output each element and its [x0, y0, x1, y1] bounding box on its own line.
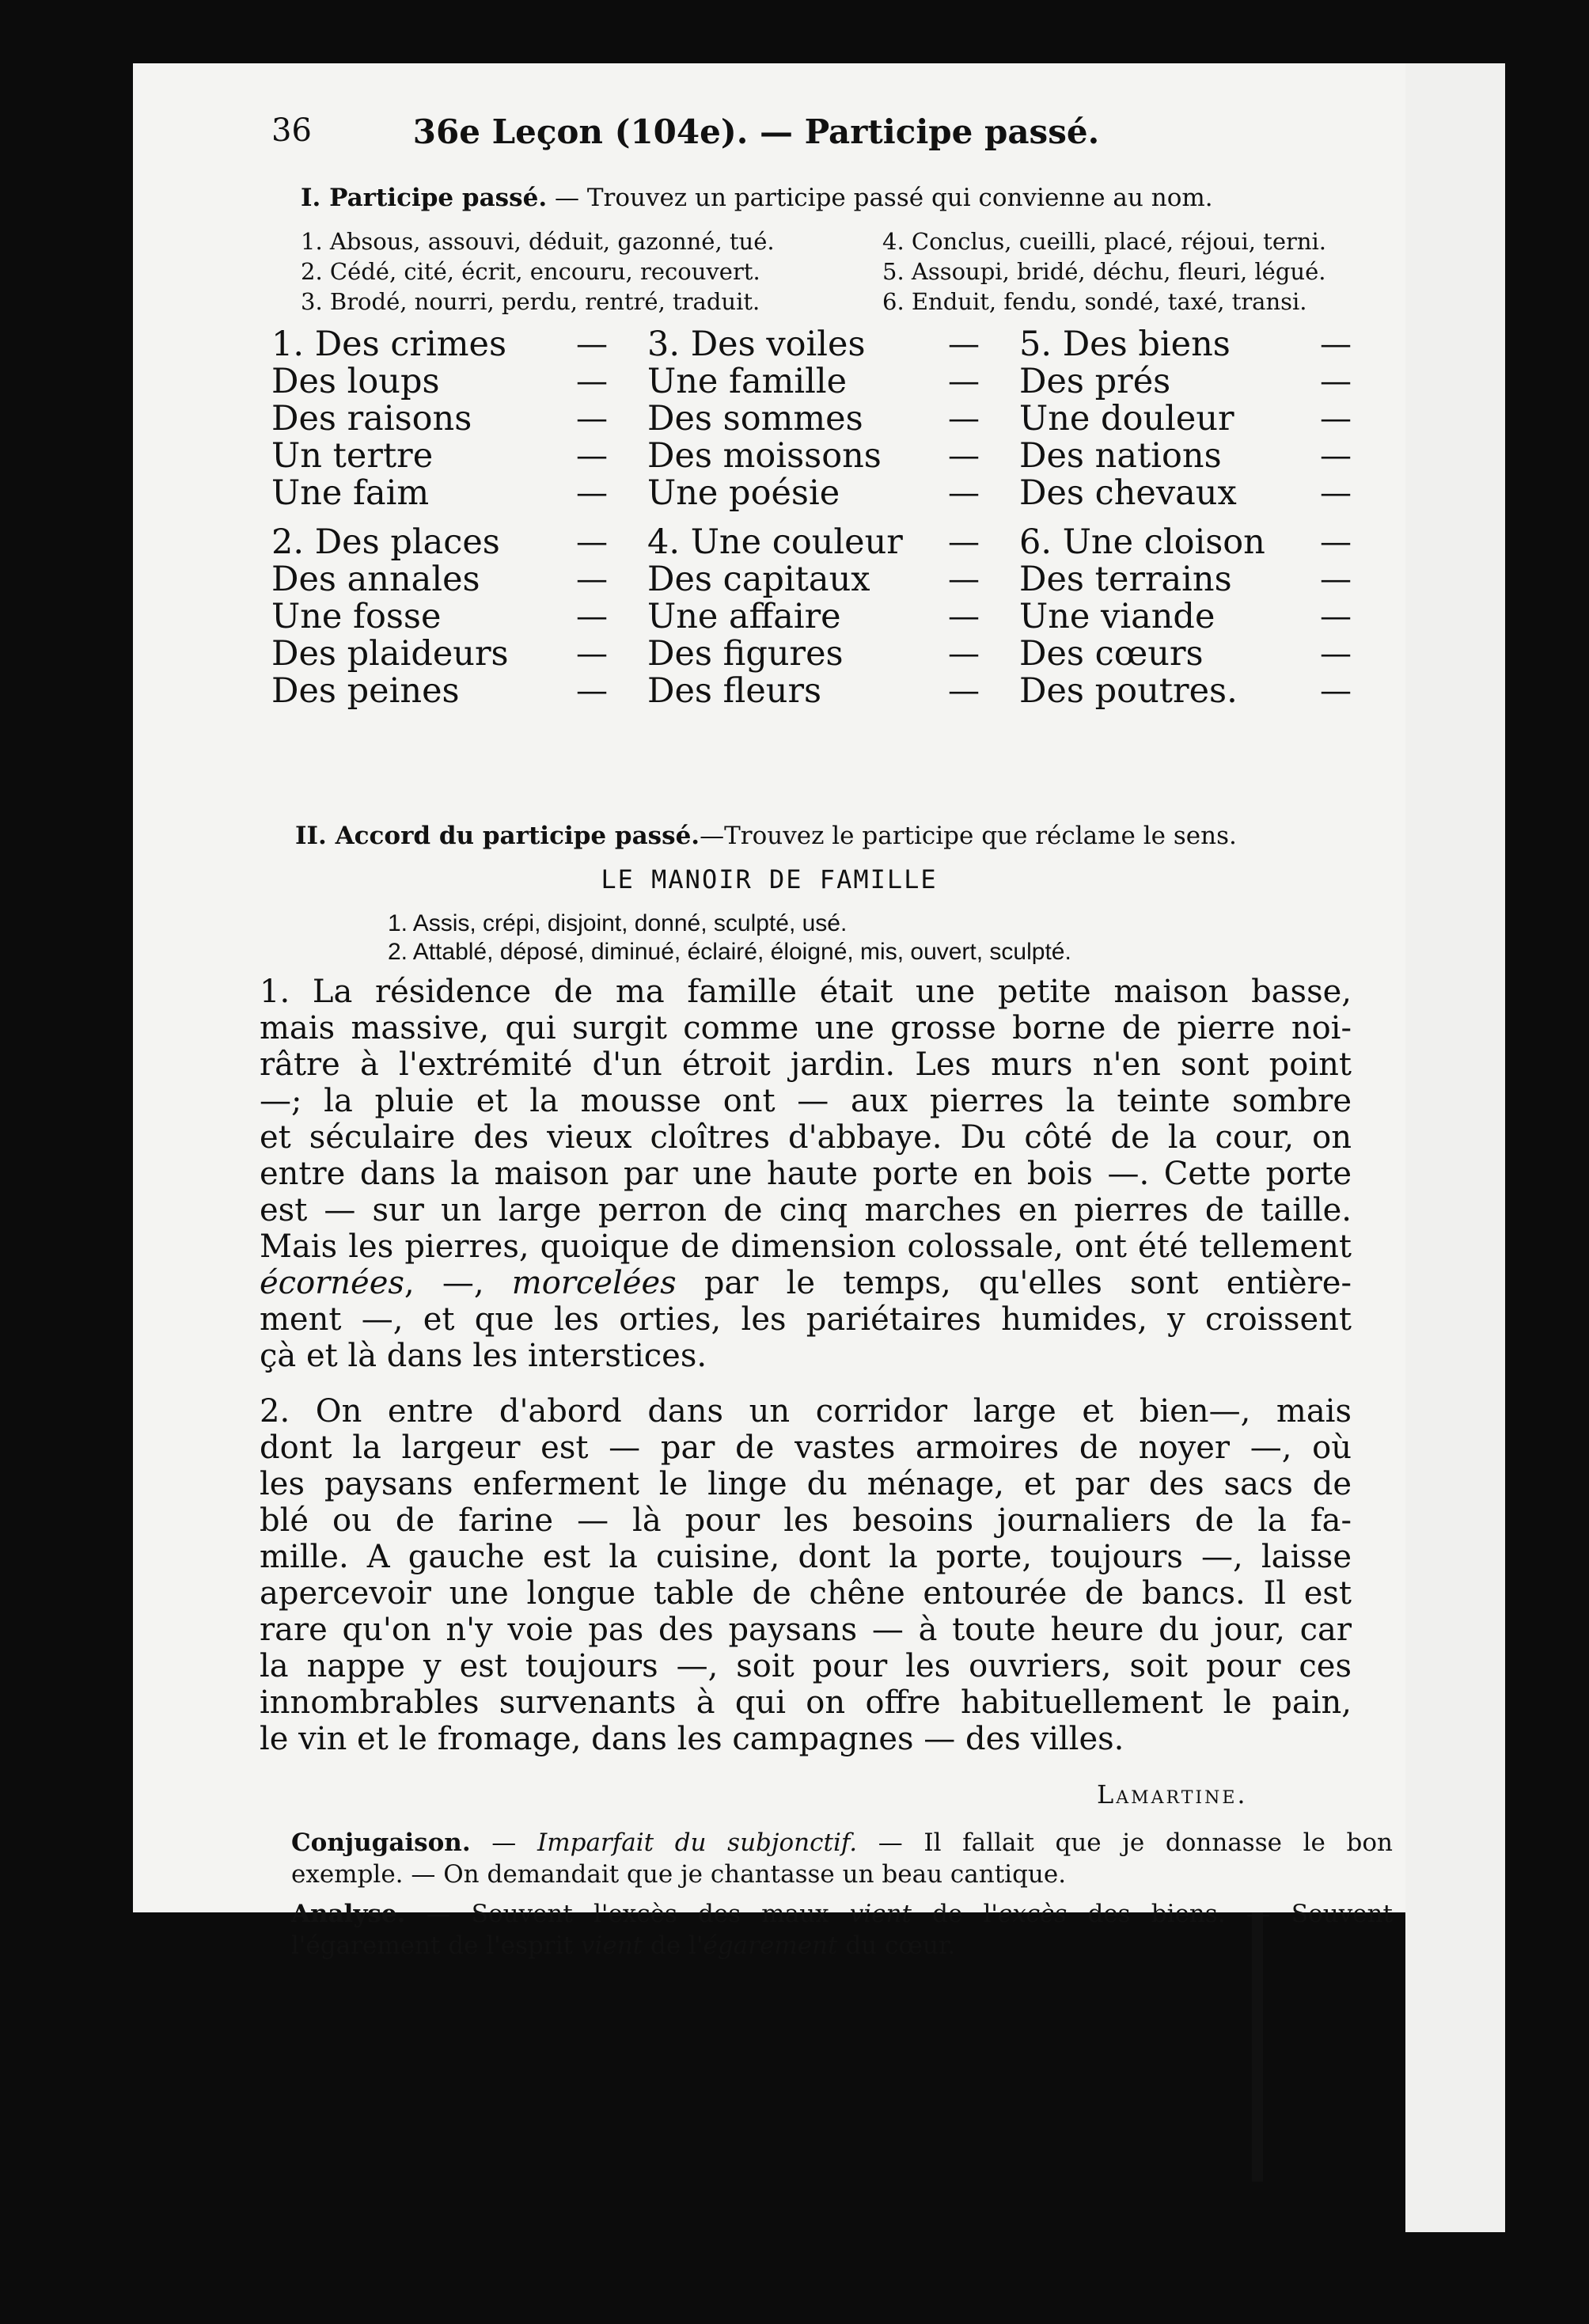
noun-item: Des terrains [1019, 560, 1232, 599]
analyse-label: Analyse. [291, 1900, 406, 1928]
noun-item: Des fleurs [647, 671, 822, 711]
noun-item: Un tertre [271, 436, 434, 476]
participle-word-lists [301, 226, 1424, 317]
text-line: 2. On entre d'abord dans un corridor large et bien—, mais [260, 1393, 1352, 1430]
blank-dash: — [948, 363, 980, 400]
word-list: 1. Absous, assouvi, déduit, gazonné, tué. [301, 228, 775, 255]
text-line: est — sur un large perron de cinq marches en pierres de taille. [260, 1192, 1352, 1228]
blank-dash: — [948, 673, 980, 709]
noun-item: Une famille [647, 362, 848, 401]
noun-item: 4. Une couleur [647, 522, 903, 562]
text-line: mille. A gauche est la cuisine, dont la porte, toujours —, laisse [260, 1539, 1352, 1575]
blank-dash: — [1320, 363, 1352, 400]
blank-dash: — [576, 401, 608, 437]
noun-item: Des prés [1019, 362, 1171, 401]
blank-dash: — [576, 326, 608, 363]
noun-item: Des figures [647, 634, 844, 674]
text-line: blé ou de farine — là pour les besoins journaliers de la fa- [260, 1502, 1352, 1539]
text-line: 1. La résidence de ma famille était une petite maison basse, [260, 974, 1352, 1010]
noun-item: Des capitaux [647, 560, 870, 599]
text-line: innombrables survenants à qui on offre habituellement le pain, [260, 1684, 1352, 1721]
word-list: 6. Enduit, fendu, sondé, taxé, transi. [882, 288, 1307, 315]
analyse-exercise: Analyse. — Souvent l'excès des maux vient de l'excès des biens. — Souvent l'égarement de l'esprit vient de l'égarement du cœur. [291, 1900, 1393, 1960]
text-line: mais massive, qui surgit comme une grosse borne de pierre noi- [260, 1010, 1352, 1046]
section-2-heading-bold: II. Accord du participe passé. [295, 822, 700, 850]
blank-dash: — [1320, 401, 1352, 437]
section-2-heading [295, 822, 1387, 850]
text-line: les paysans enferment le linge du ménage, et par des sacs de [260, 1466, 1352, 1502]
section-1-heading-bold: I. Participe passé. [301, 184, 548, 212]
noun-item: Une fosse [271, 597, 442, 636]
text-line: la nappe y est toujours —, soit pour les ouvriers, soit pour ces [260, 1648, 1352, 1684]
adjacent-page-edge [1405, 63, 1505, 2232]
conjugaison-label: Conjugaison. [291, 1828, 471, 1857]
noun-item: Des plaideurs [271, 634, 509, 674]
noun-item: Des moissons [647, 436, 882, 476]
blank-dash: — [1320, 636, 1352, 672]
blank-dash: — [948, 524, 980, 560]
noun-item: 2. Des places [271, 522, 500, 562]
page-title: 36e Leçon (104e). — Participe passé. [412, 112, 1100, 151]
noun-item: 6. Une cloison [1019, 522, 1265, 562]
noun-item: Des peines [271, 671, 460, 711]
book-page [133, 63, 1405, 1960]
story-title: LE MANOIR DE FAMILLE [601, 864, 938, 894]
noun-item: 1. Des crimes [271, 325, 507, 364]
paragraph-2 [260, 1393, 1352, 1757]
participle-list-1: 1. Assis, crépi, disjoint, donné, sculpté, usé. [388, 910, 848, 936]
text-line: râtre à l'extrémité d'un étroit jardin. Les murs n'en sont point [260, 1046, 1352, 1083]
text-line: dont la largeur est — par de vastes armoires de noyer —, où [260, 1430, 1352, 1466]
word-list-row [301, 256, 1424, 287]
blank-dash: — [576, 636, 608, 672]
blank-dash: — [948, 401, 980, 437]
word-list: 2. Cédé, cité, écrit, encouru, recouvert. [301, 258, 760, 285]
word-list: 4. Conclus, cueilli, placé, réjoui, terni. [882, 228, 1327, 255]
word-list-row [301, 226, 1424, 256]
text-line: le vin et le fromage, dans les campagnes — des villes. [260, 1721, 1124, 1757]
noun-item: Une douleur [1019, 399, 1234, 439]
blank-dash: — [1320, 673, 1352, 709]
noun-item: Des poutres. [1019, 671, 1238, 711]
blank-dash: — [1320, 598, 1352, 635]
blank-dash: — [576, 598, 608, 635]
blank-dash: — [576, 438, 608, 474]
blank-dash: — [576, 524, 608, 560]
noun-item: Des sommes [647, 399, 863, 439]
noun-item: Une faim [271, 473, 430, 513]
text-line: ment —, et que les orties, les pariétaires humides, y croissent [260, 1301, 1352, 1338]
running-header [271, 112, 1241, 168]
conjugaison-exercise: Conjugaison. — Imparfait du subjonctif. — Il fallait que je donnasse le bon exemple. — On demandait que je chantasse un beau cantique. [291, 1828, 1393, 1889]
section-1-instruction: — Trouvez un participe passé qui convienne au nom. [547, 184, 1213, 212]
text-line: apercevoir une longue table de chêne entourée de bancs. Il est [260, 1575, 1352, 1612]
blank-dash: — [576, 673, 608, 709]
noun-item: 5. Des biens [1019, 325, 1231, 364]
noun-item: Des annales [271, 560, 480, 599]
participle-list-2: 2. Attablé, déposé, diminué, éclairé, éloigné, mis, ouvert, sculpté. [388, 939, 1071, 965]
noun-item: Des chevaux [1019, 473, 1237, 513]
noun-item: Des cœurs [1019, 634, 1204, 674]
word-list: 5. Assoupi, bridé, déchu, fleuri, légué. [882, 258, 1326, 285]
blank-dash: — [1320, 524, 1352, 560]
noun-item: 3. Des voiles [647, 325, 866, 364]
section-1-heading [301, 184, 1393, 212]
noun-item: Des nations [1019, 436, 1222, 476]
text-line: entre dans la maison par une haute porte en bois —. Cette porte [260, 1156, 1352, 1192]
blank-dash: — [1320, 326, 1352, 363]
noun-item: Des loups [271, 362, 440, 401]
blank-dash: — [948, 561, 980, 598]
blank-dash: — [948, 438, 980, 474]
blank-dash: — [948, 326, 980, 363]
blank-dash: — [576, 561, 608, 598]
blank-dash: — [576, 363, 608, 400]
blank-dash: — [948, 636, 980, 672]
paragraph-1 [260, 974, 1352, 1374]
noun-item: Une poésie [647, 473, 840, 513]
page-number: 36 [271, 112, 312, 149]
text-line: çà et là dans les interstices. [260, 1338, 707, 1374]
section-2-instruction: —Trouvez le participe que réclame le sens. [700, 822, 1237, 850]
noun-item: Une affaire [647, 597, 841, 636]
text-line: —; la pluie et la mousse ont — aux pierres la teinte sombre [260, 1083, 1352, 1119]
noun-item: Une viande [1019, 597, 1215, 636]
text-line: rare qu'on n'y voie pas des paysans — à toute heure du jour, car [260, 1612, 1352, 1648]
text-line: et séculaire des vieux cloîtres d'abbaye. Du côté de la cour, on [260, 1119, 1352, 1156]
blank-dash: — [1320, 475, 1352, 511]
author-signature: Lamartine. [1097, 1779, 1248, 1809]
word-list: 3. Brodé, nourri, perdu, rentré, traduit. [301, 288, 760, 315]
blank-dash: — [948, 475, 980, 511]
noun-item: Des raisons [271, 399, 472, 439]
tense-name: Imparfait du subjonctif. [537, 1828, 858, 1857]
blank-dash: — [1320, 561, 1352, 598]
blank-dash: — [948, 598, 980, 635]
text-line: Mais les pierres, quoique de dimension colossale, ont été tellement [260, 1228, 1352, 1265]
word-list-row [301, 287, 1424, 317]
text-line: écornées, —, morcelées par le temps, qu'elles sont entière- [260, 1265, 1352, 1301]
blank-dash: — [1320, 438, 1352, 474]
blank-dash: — [576, 475, 608, 511]
